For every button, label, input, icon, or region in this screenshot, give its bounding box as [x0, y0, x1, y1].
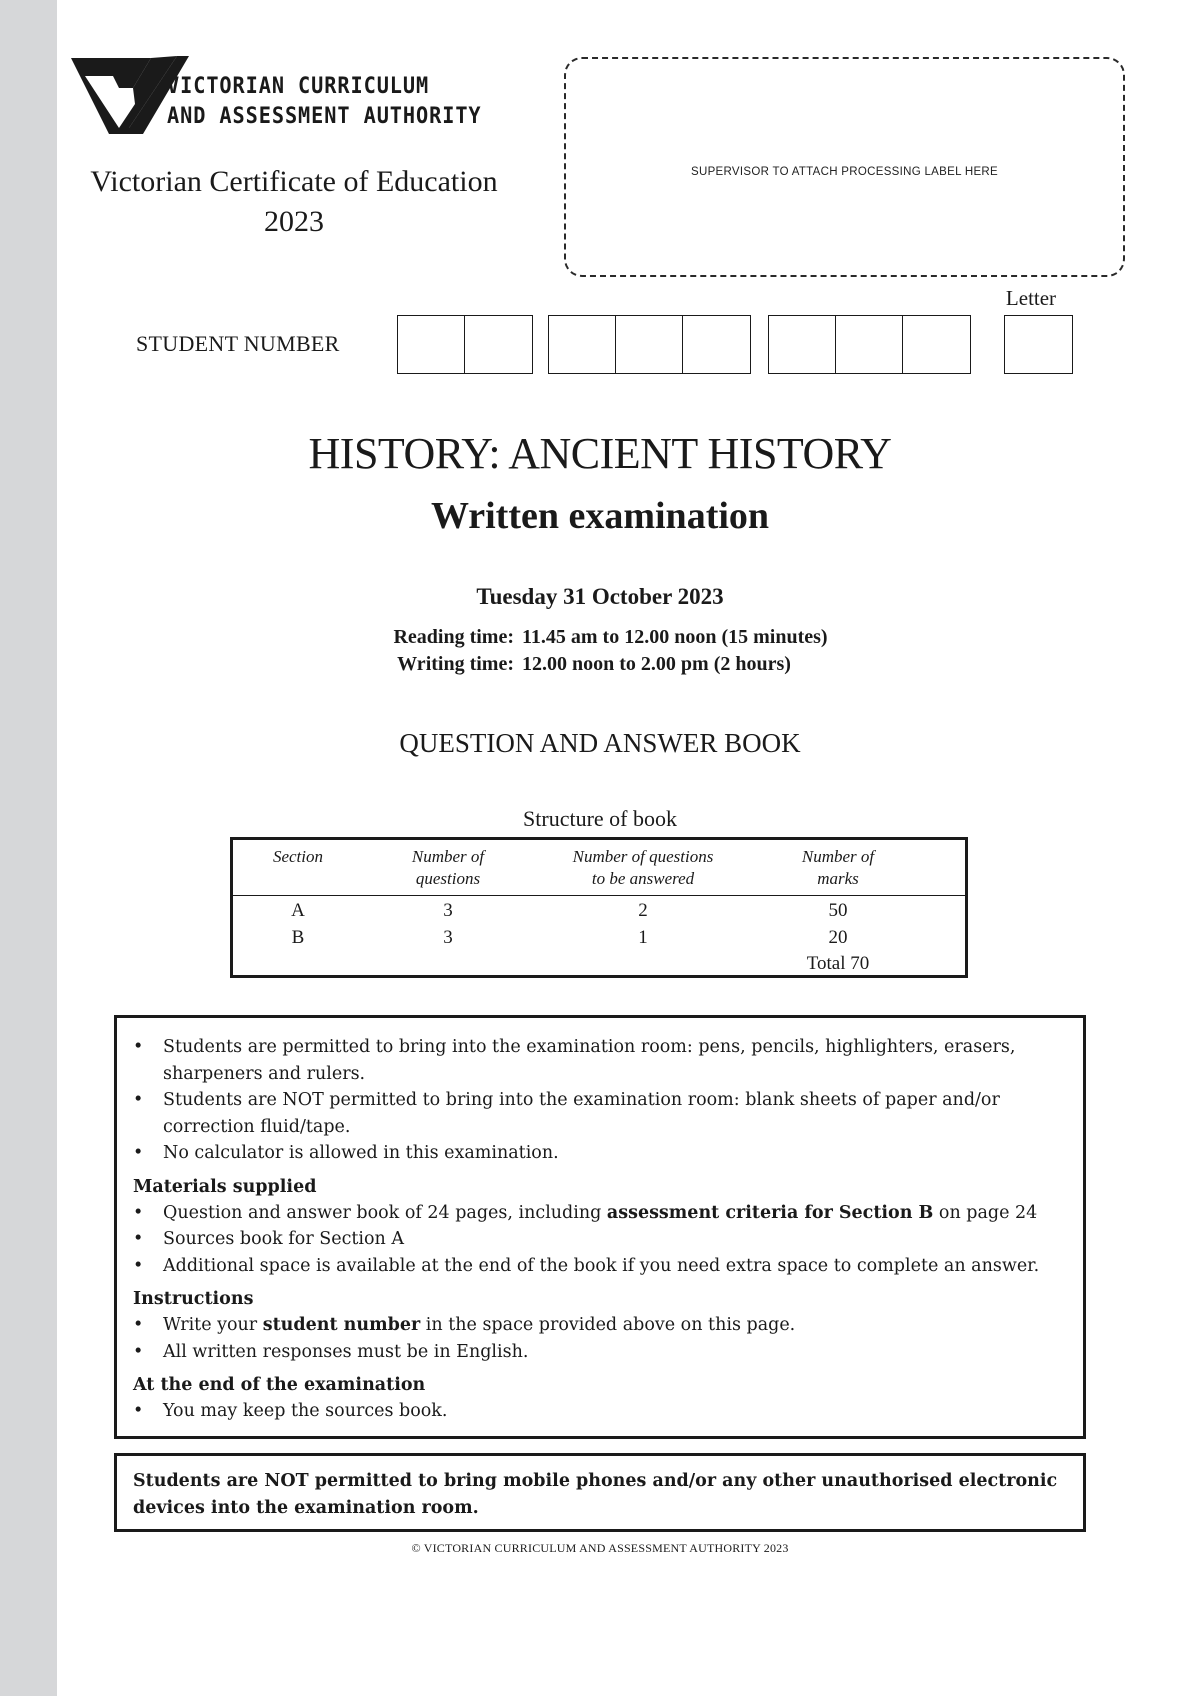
- table-cell: 2: [638, 900, 648, 921]
- header-answered-line1: Number of questions: [572, 847, 714, 866]
- certificate-name: Victorian Certificate of Education: [90, 165, 498, 198]
- header-section-line1: Section: [272, 847, 324, 866]
- structure-table-header: [233, 840, 965, 896]
- student-letter-group: [1004, 315, 1073, 374]
- table-row: [233, 898, 965, 925]
- page-edge-strip: [0, 0, 57, 1696]
- student-number-group-3: [768, 315, 971, 374]
- table-row-total: [233, 951, 965, 978]
- student-number-box[interactable]: [836, 316, 903, 373]
- reading-time-label: Reading time:: [393, 626, 514, 648]
- instructions-heading: Instructions: [133, 1289, 254, 1309]
- table-row: [233, 925, 965, 952]
- materials-heading: Materials supplied: [133, 1176, 317, 1197]
- logo-line-2: AND ASSESSMENT AUTHORITY: [167, 104, 482, 129]
- table-cell: 50: [828, 900, 848, 921]
- material-text-bold: assessment criteria for Section B: [606, 1202, 934, 1223]
- end-of-exam-item: • You may keep the sources book.: [133, 1398, 1067, 1425]
- certificate-title: [64, 162, 524, 242]
- student-number-group-1: [397, 315, 533, 374]
- material-item: • Additional space is available at the end of the book if you need extra space to complete an answer.: [133, 1253, 1067, 1280]
- letter-caption: Letter: [1005, 286, 1057, 310]
- material-text: Question and answer book of 24 pages, including: [163, 1202, 607, 1223]
- table-cell: 3: [443, 926, 453, 948]
- reading-time-row: [366, 624, 828, 651]
- logo-line-1: VICTORIAN CURRICULUM: [167, 74, 430, 99]
- header-questions: [383, 846, 513, 890]
- rule-permitted: • Students are permitted to bring into the examination room: pens, pencils, highlighters, erasers, sharpeners and rulers.: [133, 1034, 1067, 1087]
- processing-label-text: SUPERVISOR TO ATTACH PROCESSING LABEL HERE: [691, 166, 998, 178]
- copyright: © VICTORIAN CURRICULUM AND ASSESSMENT AUTHORITY 2023: [411, 1541, 789, 1555]
- header-questions-line1: Number of: [411, 847, 485, 866]
- rule-calculator: • No calculator is allowed in this examination.: [133, 1140, 1067, 1167]
- student-number-box[interactable]: [465, 316, 532, 373]
- exam-title: HISTORY: ANCIENT HISTORY: [308, 429, 892, 478]
- student-number-label: STUDENT NUMBER: [136, 331, 340, 356]
- table-cell: 1: [638, 926, 648, 948]
- student-number-box[interactable]: [769, 316, 836, 373]
- student-number-group-2: [548, 315, 751, 374]
- table-cell: 20: [828, 926, 848, 948]
- student-number-box[interactable]: [549, 316, 616, 373]
- header-marks-line2: marks: [817, 869, 859, 888]
- header-marks: [773, 846, 903, 890]
- reading-time-value: 11.45 am to 12.00 noon (15 minutes): [522, 626, 828, 648]
- instruction-text: in the space provided above on this page.: [420, 1315, 796, 1335]
- table-cell: A: [291, 900, 305, 921]
- instruction-item: • All written responses must be in English.: [133, 1339, 1067, 1366]
- vcaa-logo: [71, 56, 501, 136]
- writing-time-label: Writing time:: [397, 653, 514, 675]
- student-number-box[interactable]: [616, 316, 683, 373]
- material-text: on page 24: [933, 1202, 1038, 1223]
- structure-caption: Structure of book: [523, 806, 677, 831]
- table-cell: 3: [443, 900, 453, 921]
- book-title: QUESTION AND ANSWER BOOK: [399, 728, 801, 758]
- material-item: • Sources book for Section A: [133, 1226, 1067, 1253]
- total-marks: Total 70: [806, 953, 870, 974]
- header-answered-line2: to be answered: [591, 869, 695, 888]
- exam-times: [366, 624, 828, 678]
- table-cell: B: [291, 926, 305, 948]
- exam-subtitle: Written examination: [430, 495, 770, 537]
- material-item: [133, 1200, 1067, 1227]
- processing-label-area: [564, 57, 1125, 277]
- phones-notice: Students are NOT permitted to bring mobile phones and/or any other unauthorised electronic devices into the examination room.: [114, 1453, 1086, 1532]
- structure-table: [230, 837, 968, 978]
- instruction-text: Write your: [163, 1315, 263, 1335]
- certificate-year: 2023: [264, 205, 324, 238]
- student-number-box[interactable]: [398, 316, 465, 373]
- header-marks-line1: Number of: [801, 847, 875, 866]
- student-number-box[interactable]: [683, 316, 750, 373]
- rule-not-permitted: • Students are NOT permitted to bring into the examination room: blank sheets of paper and/or correction fluid/tape.: [133, 1087, 1067, 1140]
- student-letter-box[interactable]: [1005, 316, 1072, 373]
- writing-time-value: 12.00 noon to 2.00 pm (2 hours): [522, 653, 791, 675]
- instruction-item: [133, 1312, 1067, 1339]
- rules-box: [114, 1015, 1086, 1439]
- header-section: [253, 846, 343, 868]
- exam-date: Tuesday 31 October 2023: [476, 584, 724, 609]
- structure-table-body: [233, 898, 965, 978]
- writing-time-row: [366, 651, 828, 678]
- instruction-text-bold: student number: [262, 1315, 421, 1335]
- end-of-exam-heading: At the end of the examination: [133, 1375, 426, 1395]
- student-number-box[interactable]: [903, 316, 970, 373]
- header-questions-line2: questions: [415, 869, 481, 888]
- header-answered: [553, 846, 733, 890]
